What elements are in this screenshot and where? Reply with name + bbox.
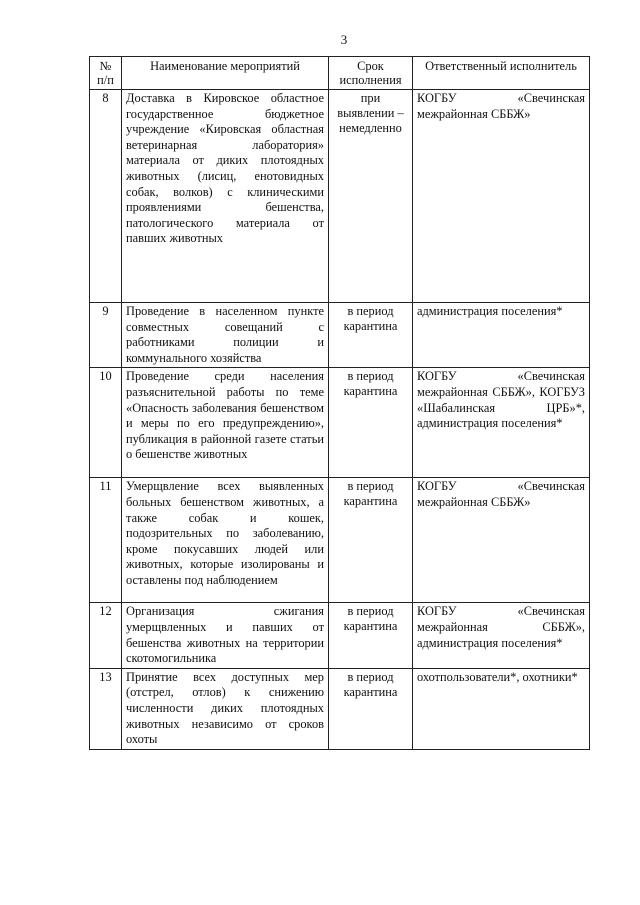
table-row [90, 368, 590, 478]
event-responsible: администрация поселения* [413, 303, 590, 368]
row-number: 10 [90, 368, 122, 478]
table-row [90, 603, 590, 668]
event-name: Доставка в Кировское областное государственное бюджетное учреждение «Кировская областная ветеринарная лаборатория» материала от диких плотоядных животных (лисиц, енотовидных собак, волков) с клиническими проявлениями бешенства, патологического материала от павших животных [122, 90, 329, 303]
events-table [89, 56, 590, 750]
table-row [90, 478, 590, 603]
header-number: № п/п [90, 57, 122, 90]
table-row [90, 90, 590, 303]
event-name: Умерщвление всех выявленных больных бешенством животных, а также собак и кошек, подозрительных по заболеванию, кроме покусавших людей или животных, которые изолированы и оставлены под наблюдением [122, 478, 329, 603]
event-responsible: КОГБУ «Свечинская межрайонная СББЖ», КОГБУЗ «Шабалинская ЦРБ»*, администрация поселения* [413, 368, 590, 478]
event-responsible: КОГБУ «Свечинская межрайонная СББЖ», администрация поселения* [413, 603, 590, 668]
event-responsible: охотпользователи*, охотники* [413, 668, 590, 749]
table-row [90, 303, 590, 368]
header-event-name: Наименование мероприятий [122, 57, 329, 90]
row-number: 8 [90, 90, 122, 303]
event-term: в период карантина [329, 303, 413, 368]
event-term: в период карантина [329, 368, 413, 478]
event-responsible: КОГБУ «Свечинская межрайонная СББЖ» [413, 90, 590, 303]
event-name: Организация сжигания умерщвленных и павших от бешенства животных на территории скотомогильника [122, 603, 329, 668]
event-name: Принятие всех доступных мер (отстрел, отлов) к снижению численности диких плотоядных животных независимо от сроков охоты [122, 668, 329, 749]
row-number: 12 [90, 603, 122, 668]
header-responsible: Ответственный исполнитель [413, 57, 590, 90]
event-name: Проведение в населенном пункте совместных совещаний с работниками полиции и коммунального хозяйства [122, 303, 329, 368]
row-number: 13 [90, 668, 122, 749]
page-number: 3 [340, 32, 348, 47]
event-responsible: КОГБУ «Свечинская межрайонная СББЖ» [413, 478, 590, 603]
event-term: в период карантина [329, 478, 413, 603]
row-number: 9 [90, 303, 122, 368]
event-term: в период карантина [329, 668, 413, 749]
event-term: при выявлении – немедленно [329, 90, 413, 303]
header-term: Срок исполнения [329, 57, 413, 90]
event-term: в период карантина [329, 603, 413, 668]
table-header-row [90, 57, 590, 90]
event-name: Проведение среди населения разъяснительной работы по теме «Опасность заболевания бешенством и меры по его предупреждению», публикация в районной газете статьи о бешенстве животных [122, 368, 329, 478]
table-row [90, 668, 590, 749]
row-number: 11 [90, 478, 122, 603]
